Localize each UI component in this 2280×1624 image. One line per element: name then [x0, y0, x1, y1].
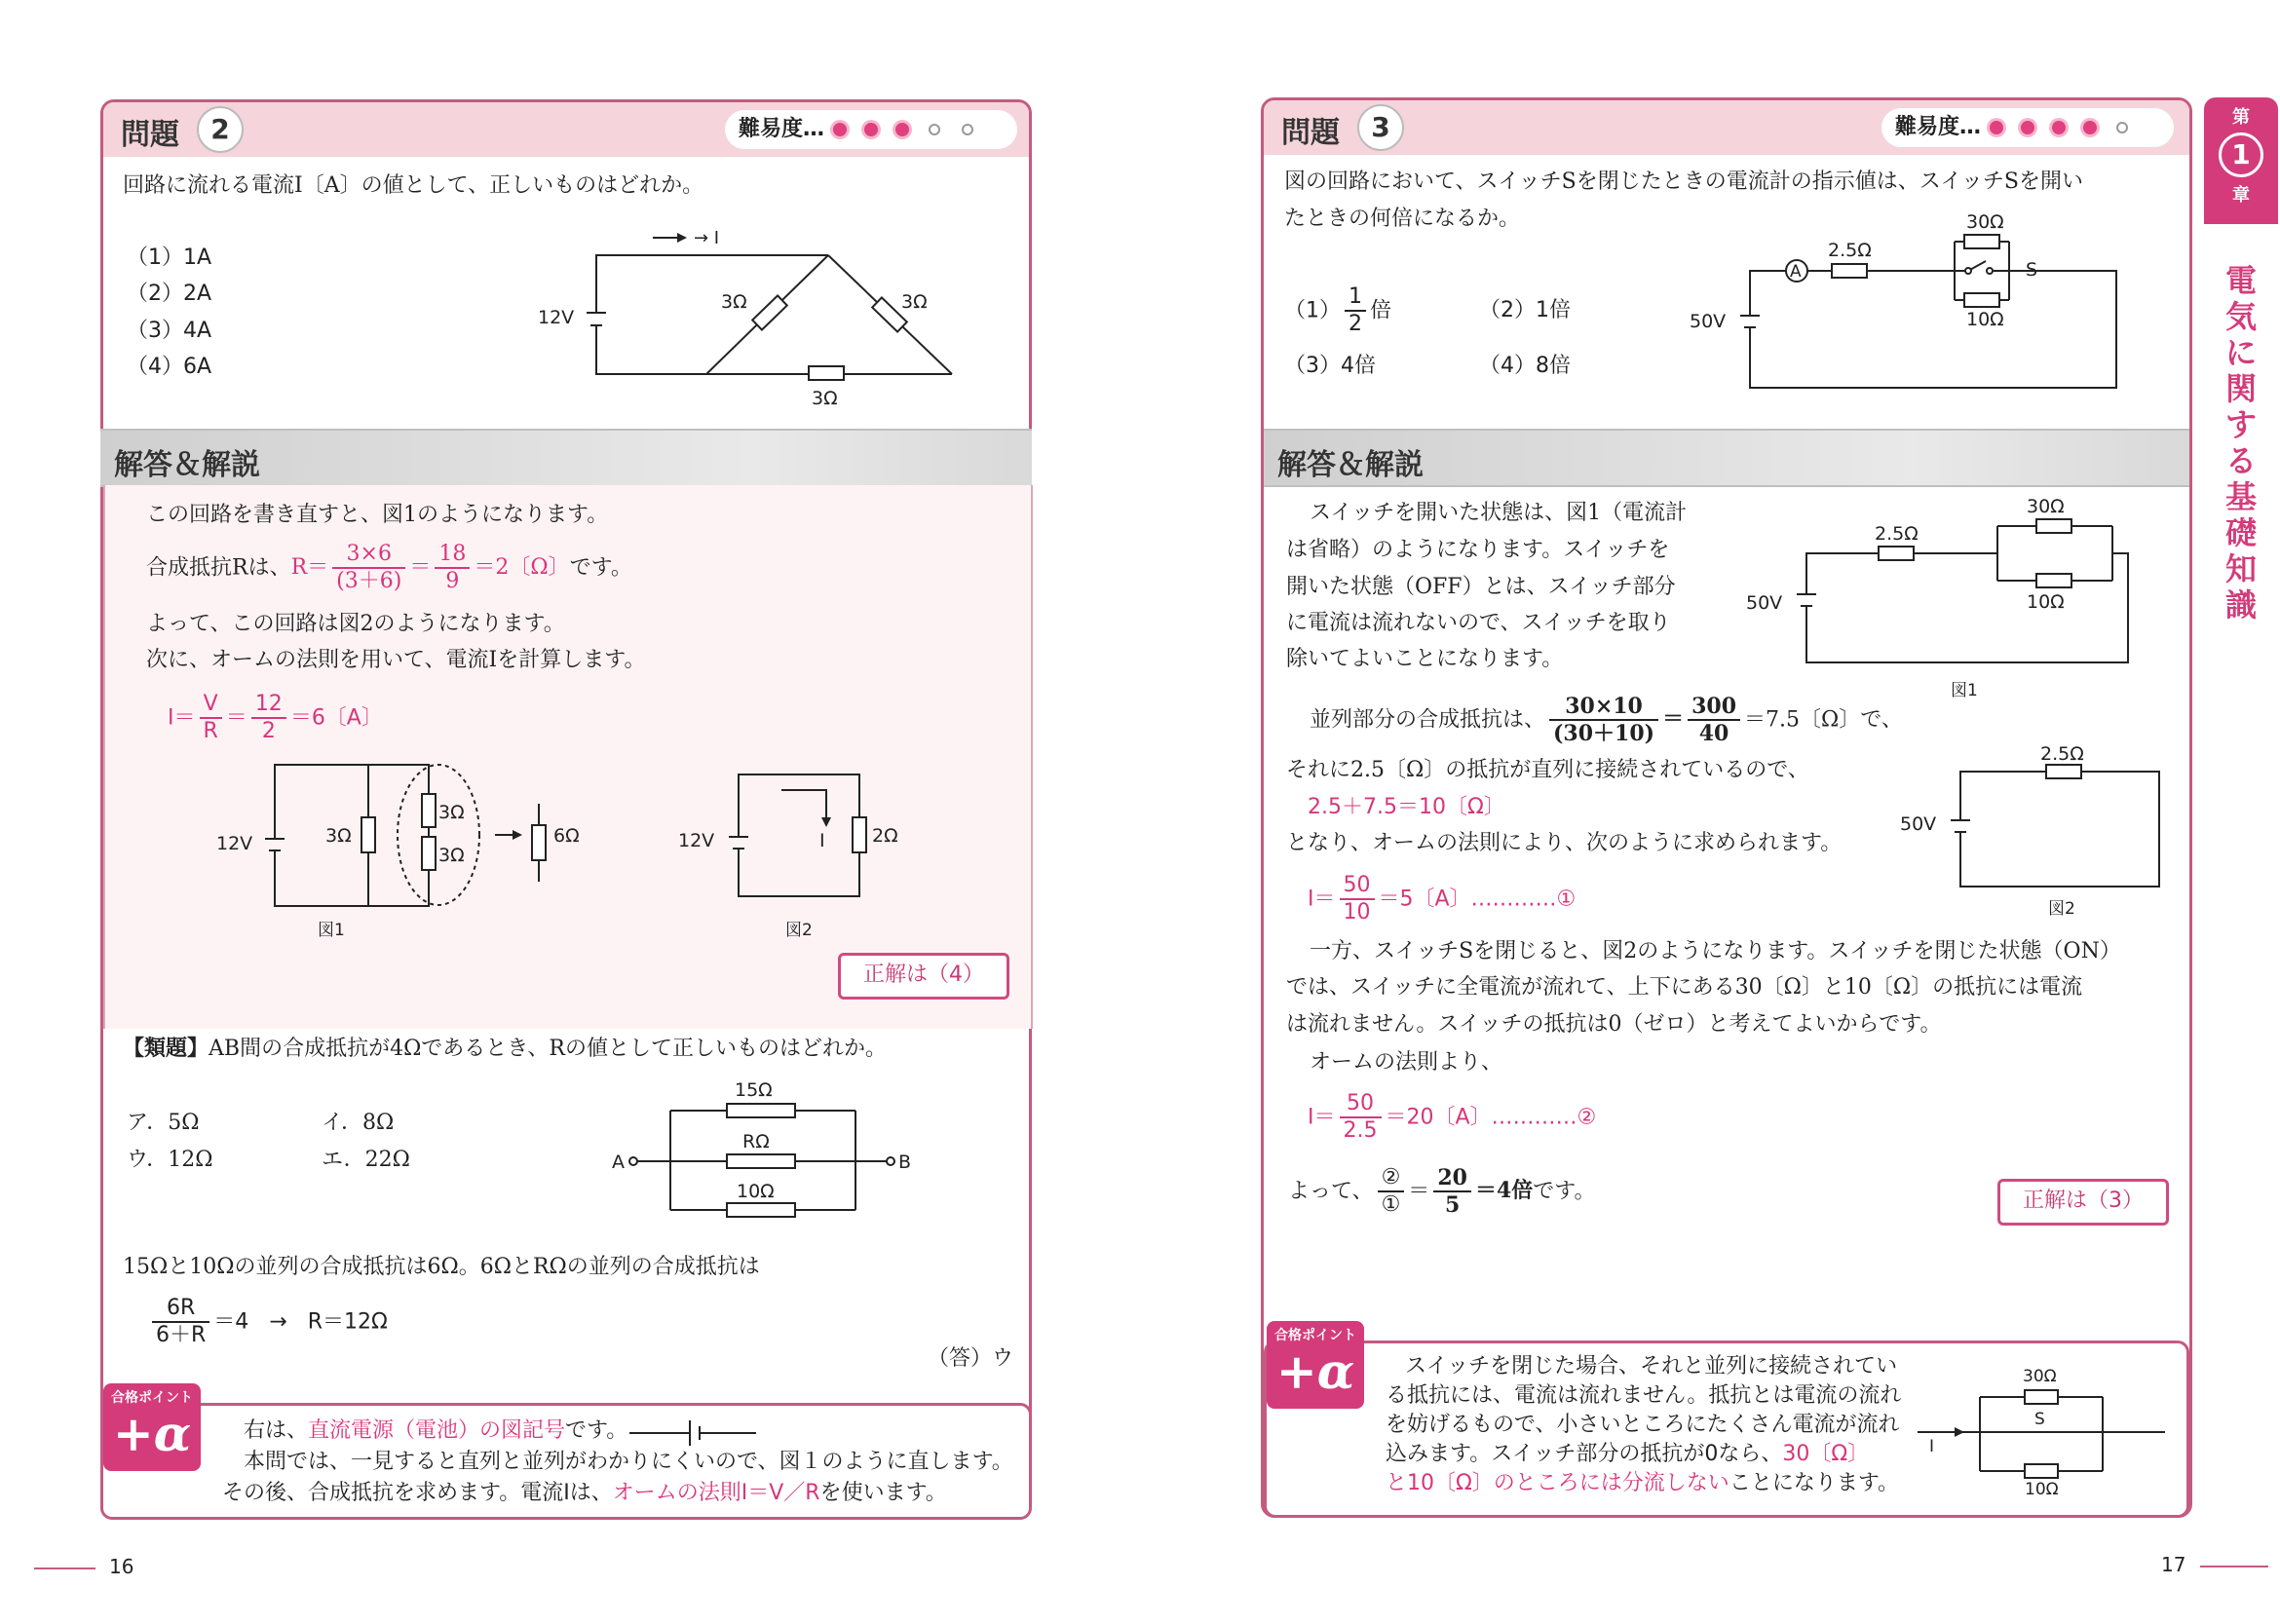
c3-r2: 30Ω: [1966, 212, 2004, 233]
fig1-voltage: 12V: [216, 833, 253, 854]
difficulty-dot: [2052, 121, 2066, 134]
formula-r-den1: (3＋6): [336, 569, 402, 594]
ruidai-formula: [148, 1296, 388, 1349]
formula-i-result: ＝6〔A〕: [289, 705, 383, 731]
c3-r1: 2.5Ω: [1828, 240, 1872, 261]
rfig1-r3: 10Ω: [2027, 591, 2065, 613]
figure-2-right: [1890, 740, 2163, 925]
rfig1-voltage: 50V: [1746, 592, 1783, 614]
e1-res: ＝5〔A〕…………①: [1378, 887, 1577, 912]
fig1-rc: 3Ω: [438, 845, 465, 866]
difficulty-rating: [725, 110, 1017, 149]
tip-line-3: [222, 1481, 947, 1506]
formula-i1: [1308, 873, 1576, 926]
tip-line-1: [244, 1418, 627, 1444]
e1-num: 50: [1340, 873, 1375, 900]
rsol-den: 6＋R: [156, 1323, 207, 1348]
rtip-1: スイッチを閉じた場合、それと並列に接続されてい: [1405, 1354, 1898, 1379]
rtip4-b: 30〔Ω〕: [1782, 1442, 1870, 1466]
tip-line-2: 本問では、一見すると直列と並列がわかりにくいので、図１のように直します。: [244, 1450, 1013, 1474]
formula-r-num2: 18: [435, 542, 470, 569]
e3-den: ①: [1381, 1192, 1401, 1218]
battery-symbol-icon: [629, 1416, 756, 1450]
rexp-3: 開いた状態（OFF）とは、スイッチ部分: [1286, 575, 1676, 599]
rtip-4: [1386, 1442, 1869, 1467]
rexp-close-3: は流れません。スイッチの抵抗は0（ゼロ）と考えてよいからです。: [1286, 1012, 1942, 1037]
difficulty-rating: [1881, 108, 2174, 147]
rq-choice-1: [1284, 284, 1391, 338]
question-number: 3: [1357, 104, 1404, 151]
p-den: (30＋10): [1553, 721, 1655, 747]
tip-badge-small: 合格ポイント: [111, 1390, 193, 1406]
ruidai-circuit: [604, 1072, 935, 1227]
circuit-voltage-label: 12V: [538, 307, 575, 328]
rchoice-b: イ．8Ω: [322, 1111, 395, 1135]
rexp-close-2: では、スイッチに全電流が流れて、上下にある30〔Ω〕と10〔Ω〕の抵抗には電流: [1286, 975, 2083, 1000]
fig1-ra: 3Ω: [325, 825, 352, 847]
rcircuit-r3: 10Ω: [737, 1181, 775, 1202]
e3-res: ＝4倍: [1474, 1178, 1534, 1204]
formula-i-v: V: [200, 692, 222, 719]
figure-1-left: [205, 755, 614, 950]
tip1-a: 右は、: [244, 1418, 309, 1443]
tip-badge-left: [103, 1383, 201, 1471]
rexp-2: は省略）のようになります。スイッチを: [1286, 538, 1670, 562]
e1-den: 10: [1343, 900, 1371, 925]
question-text-2: たときの何倍になるか。: [1284, 207, 1521, 231]
p-res: ＝7.5〔Ω〕で、: [1744, 707, 1903, 733]
formula-ratio: [1288, 1165, 1596, 1219]
page-rule-left: [34, 1567, 95, 1569]
rfig1-caption: 図1: [1951, 681, 1978, 700]
c3-voltage: 50V: [1690, 311, 1727, 332]
question-header: [103, 102, 1029, 157]
formula-r-result: ＝2〔Ω〕: [474, 555, 570, 581]
explanation-2: [146, 542, 632, 595]
tip-r3: 10Ω: [2025, 1480, 2059, 1498]
question-text: 回路に流れる電流I〔A〕の値として、正しいものはどれか。: [123, 173, 704, 198]
c3-ammeter: A: [1790, 262, 1802, 282]
choice-1: （1）1A: [127, 245, 212, 270]
tip3-b: オームの法則I＝V／R: [612, 1481, 820, 1505]
rexp-parallel: [1310, 694, 1903, 747]
rtip-2: る抵抗には、電流は流れません。抵抗とは電流の流れ: [1386, 1383, 1902, 1408]
page-rule-right: [2200, 1566, 2268, 1567]
difficulty-label: 難易度…: [739, 117, 825, 141]
rtip5-b: ことになります。: [1729, 1471, 1900, 1495]
rexp-close-1: 一方、スイッチSを閉じると、図2のようになります。スイッチを閉じた状態（ON）: [1310, 939, 2121, 963]
answer-header: [100, 429, 1032, 487]
formula-i-2: 2: [261, 719, 276, 744]
question-label: 問題: [1281, 116, 1340, 150]
ruidai-question: AB間の合成抵抗が4Ωであるとき、Rの値として正しいものはどれか。: [209, 1037, 887, 1061]
chapter-number: 1: [2219, 132, 2263, 177]
rfig2-voltage: 50V: [1900, 813, 1937, 835]
difficulty-dot: [1990, 121, 2003, 134]
e2-den: 2.5: [1343, 1118, 1378, 1144]
c3-s: S: [2026, 259, 2038, 281]
tip1-b: 直流電源（電池）の図記号: [308, 1418, 566, 1443]
formula-r-eq2: ＝: [409, 555, 432, 581]
rexp-5: 除いてよいことになります。: [1286, 647, 1564, 671]
tip3-c: を使います。: [819, 1481, 947, 1505]
e3-num2: 20: [1433, 1165, 1471, 1192]
fig2-voltage: 12V: [678, 830, 715, 851]
tip3-a: その後、合成抵抗を求めます。電流Iは、: [222, 1481, 613, 1505]
rsol-eq: ＝4: [213, 1309, 249, 1335]
difficulty-dot: [2116, 122, 2128, 133]
answer-header-title: 解答＆解説: [1277, 448, 1424, 482]
c1-post: 倍: [1370, 298, 1392, 323]
tip-s: S: [2034, 1410, 2045, 1429]
rexp-sum: 2.5＋7.5＝10〔Ω〕: [1308, 795, 1505, 819]
rchoice-a: ア．5Ω: [127, 1111, 200, 1135]
formula-r: [290, 542, 570, 594]
difficulty-dot: [2021, 121, 2034, 134]
choice-4: （4）6A: [127, 355, 212, 379]
rsol-result: R＝12Ω: [307, 1309, 388, 1335]
c1-num: 1: [1345, 284, 1366, 312]
answer-header: [1264, 429, 2189, 487]
formula-i-pre: I＝: [168, 705, 196, 731]
chapter-top: 第: [2232, 107, 2250, 128]
explanation-3: よって、この回路は図2のようになります。: [146, 612, 565, 636]
explanation-2-pre: 合成抵抗Rは、: [146, 555, 291, 581]
rtip-3: を妨げるもので、小さいところにたくさん電流が流れ: [1386, 1413, 1900, 1437]
answer-header-title: 解答＆解説: [114, 448, 260, 482]
p-den2: 40: [1698, 721, 1729, 747]
rcircuit-b: B: [898, 1152, 912, 1173]
circuit-r3-label: 3Ω: [812, 388, 838, 409]
choice-2: （2）2A: [127, 282, 212, 306]
circuit-current-label: → I: [694, 228, 720, 248]
c1-pre: （1）: [1284, 298, 1341, 323]
circuit-diagram-q2: [526, 220, 974, 415]
explanation-2-post: です。: [569, 555, 632, 581]
fig1-rb: 3Ω: [438, 802, 465, 823]
rcircuit-a: A: [612, 1152, 625, 1173]
explanation-4: 次に、オームの法則を用いて、電流Iを計算します。: [146, 648, 646, 672]
question-header: [1264, 100, 2189, 155]
rchoice-d: エ．22Ω: [322, 1148, 410, 1172]
difficulty-dot: [864, 123, 878, 136]
tip1-c: です。: [565, 1418, 628, 1443]
rtip4-a: 込みます。スイッチ部分の抵抗が0なら、: [1386, 1442, 1783, 1466]
rcircuit-r1: 15Ω: [735, 1079, 773, 1101]
page-number-right: 17: [2161, 1553, 2186, 1576]
fig2-caption: 図2: [785, 921, 813, 940]
circuit-r1-label: 3Ω: [721, 291, 747, 313]
page-number-left: 16: [109, 1555, 134, 1578]
plus-alpha-icon: +α: [112, 1405, 192, 1462]
rexp-series: それに2.5〔Ω〕の抵抗が直列に接続されているので、: [1286, 758, 1809, 782]
rexp-ohm: となり、オームの法則により、次のように求められます。: [1286, 831, 1843, 855]
circuit-r2-label: 3Ω: [901, 291, 928, 313]
e3-eq: ＝: [1408, 1179, 1430, 1204]
figure-2-left: [672, 755, 926, 950]
tip-r2: 30Ω: [2023, 1367, 2057, 1386]
explanation-1: この回路を書き直すと、図1のようになります。: [146, 503, 609, 527]
figure-1-right: [1734, 487, 2163, 706]
formula-r-eq: R＝: [290, 555, 329, 581]
ruidai-solution: 15Ωと10Ωの並列の合成抵抗は6Ω。6ΩとRΩの並列の合成抵抗は: [123, 1255, 760, 1279]
correct-answer-badge: 正解は（3）: [1997, 1179, 2169, 1226]
fig2-r: 2Ω: [872, 825, 898, 847]
tip-badge-right: [1267, 1321, 1364, 1409]
rfig2-r1: 2.5Ω: [2040, 743, 2084, 765]
rq-choice-2: （2）1倍: [1479, 298, 1571, 322]
chapter-tab: [2204, 97, 2278, 1130]
tip-i: I: [1929, 1437, 1935, 1456]
question-text-1: 図の回路において、スイッチSを閉じたときの電流計の指示値は、スイッチSを開い: [1284, 170, 2083, 194]
p-pre: 並列部分の合成抵抗は、: [1310, 707, 1546, 733]
rfig1-r2: 30Ω: [2027, 496, 2065, 517]
rtip5-a: と10〔Ω〕のところには分流しない: [1386, 1471, 1729, 1495]
e3-den2: 5: [1444, 1192, 1461, 1219]
fig2-current: I: [819, 830, 825, 851]
p-eq: ＝: [1662, 706, 1685, 733]
e3-num: ②: [1378, 1165, 1405, 1192]
p-num2: 300: [1688, 694, 1740, 721]
ruidai-tag: 【類題】: [123, 1036, 209, 1061]
rq-choice-4: （4）8倍: [1479, 354, 1571, 378]
e2-res: ＝20〔A〕…………②: [1385, 1105, 1597, 1130]
question-label: 問題: [121, 118, 179, 152]
difficulty-dot: [2083, 121, 2097, 134]
e2-pre: I＝: [1308, 1105, 1336, 1130]
e1-pre: I＝: [1308, 887, 1336, 912]
difficulty-label: 難易度…: [1895, 115, 1982, 139]
tip-circuit: [1910, 1362, 2173, 1498]
ruidai-answer: （答）ウ: [928, 1346, 1014, 1371]
formula-r-num1: 3×6: [332, 542, 405, 569]
circuit-diagram-q3: [1676, 212, 2134, 397]
formula-i-r: R: [203, 719, 218, 744]
rexp-4: に電流は流れないので、スイッチを取り: [1286, 611, 1671, 635]
rtip-5: [1386, 1471, 1899, 1496]
tip-badge-small: 合格ポイント: [1274, 1328, 1356, 1343]
formula-i2: [1308, 1091, 1596, 1145]
formula-i: I＝ $\frac{V}{R}$ ＝ $\frac{12}{2}$ ＝6〔A〕: [168, 692, 383, 744]
question-number: 2: [197, 106, 244, 153]
rexp-1: スイッチを開いた状態は、図1（電流計: [1310, 501, 1688, 525]
rfig1-r1: 2.5Ω: [1875, 523, 1919, 545]
rsol-num: 6R: [152, 1296, 209, 1323]
difficulty-dot: [895, 123, 909, 136]
chapter-badge: [2204, 97, 2278, 224]
c3-r3: 10Ω: [1966, 309, 2004, 330]
p-num: 30×10: [1549, 694, 1658, 721]
rcircuit-r2: RΩ: [742, 1131, 770, 1152]
fig1-rout: 6Ω: [553, 825, 580, 847]
chapter-title: 電気に関する基礎知識: [2224, 262, 2257, 623]
rchoice-c: ウ．12Ω: [127, 1148, 213, 1172]
formula-r-den2: 9: [445, 569, 460, 594]
rq-choice-3: （3）4倍: [1284, 354, 1376, 378]
rfig2-caption: 図2: [2048, 899, 2075, 919]
choice-3: （3）4A: [127, 319, 212, 343]
ruidai-text: [123, 1036, 887, 1062]
fig1-caption: 図1: [318, 921, 345, 940]
rexp-close-4: オームの法則より、: [1310, 1050, 1503, 1075]
correct-answer-badge: 正解は（4）: [838, 953, 1009, 1000]
difficulty-dot: [929, 124, 940, 135]
difficulty-dot: [962, 124, 973, 135]
chapter-bottom: 章: [2232, 185, 2250, 206]
plus-alpha-icon: +α: [1275, 1342, 1355, 1400]
rsol-arrow: →: [269, 1309, 287, 1335]
formula-i-12: 12: [251, 692, 286, 719]
difficulty-dot: [833, 123, 847, 136]
e3-post: です。: [1533, 1179, 1596, 1204]
c1-den: 2: [1349, 312, 1362, 337]
e3-pre: よって、: [1288, 1179, 1374, 1204]
e2-num: 50: [1340, 1091, 1382, 1118]
